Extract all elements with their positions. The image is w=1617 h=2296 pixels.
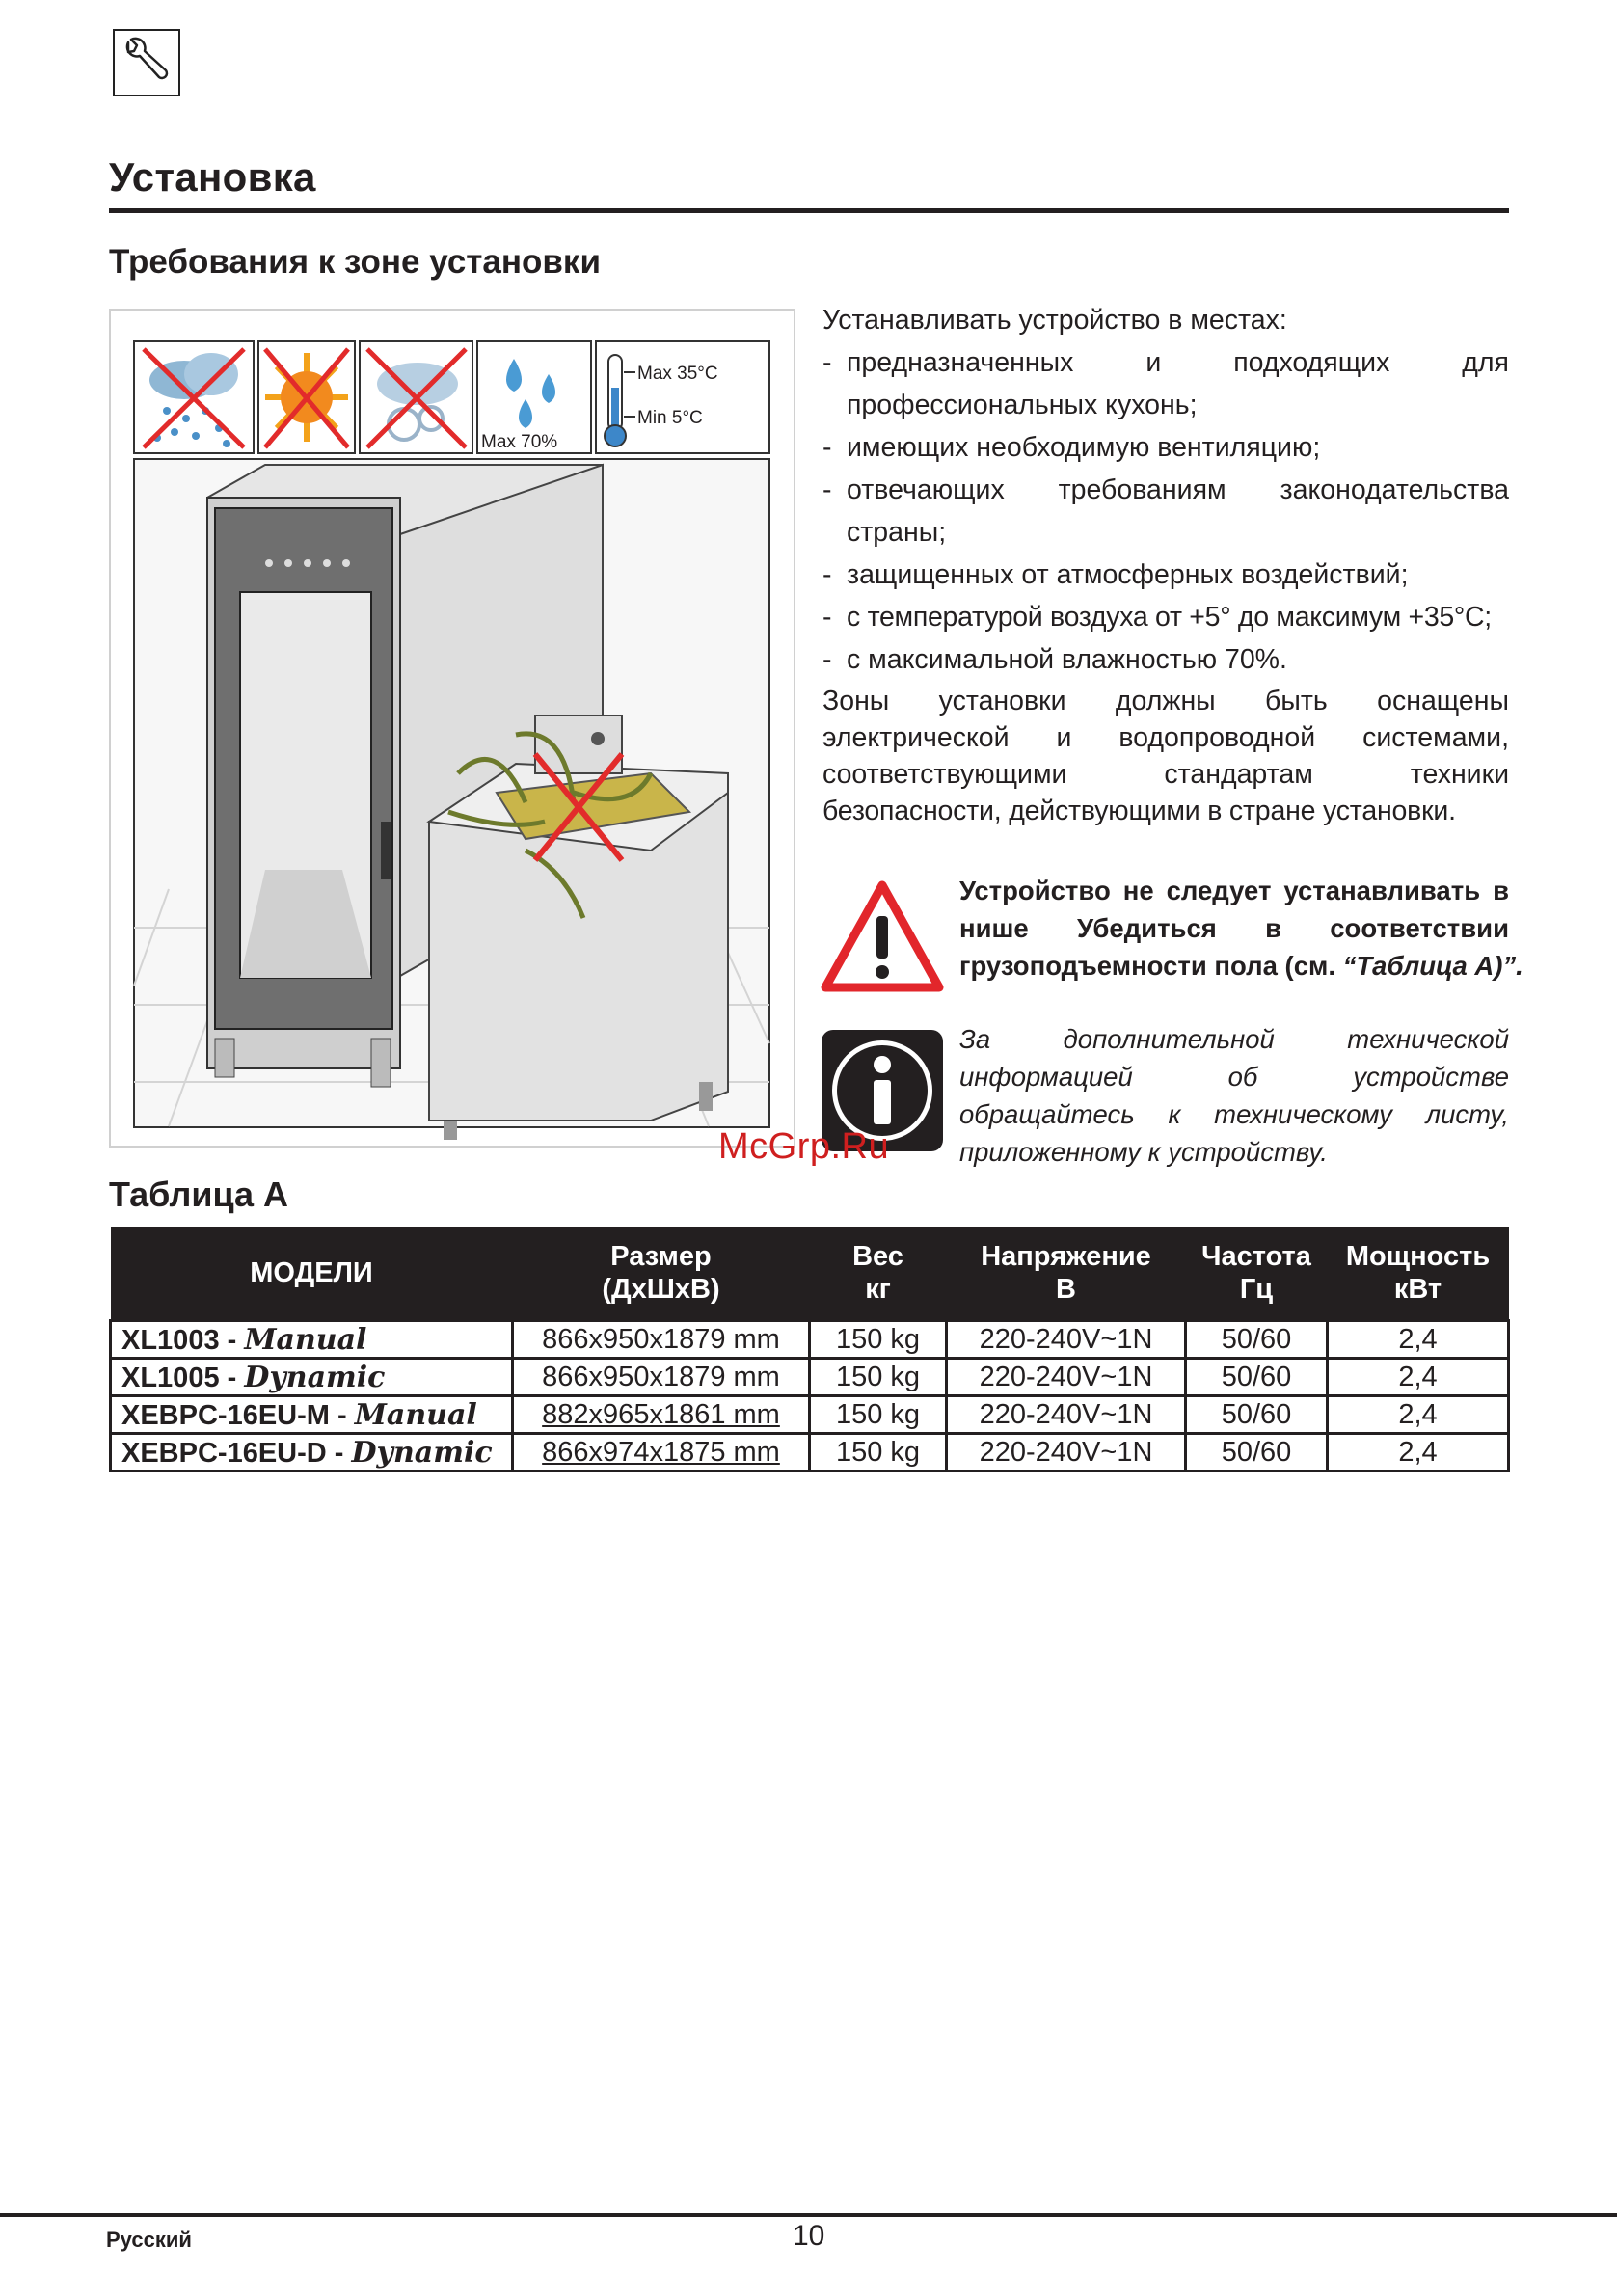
humidity-label: Max 70%	[481, 432, 558, 452]
warning-text: Устройство не следует устанавливать в нише Убедиться в соответствии грузоподъемности пола (см. “Таблица А)”.	[959, 876, 1523, 981]
info-text: За дополнительной технической информацией об устройстве обращайтесь к техническому листу, приложенному к устройству.	[959, 1024, 1509, 1167]
warning-triangle-icon	[820, 879, 945, 993]
requirements-intro: Устанавливать устройство в местах:	[822, 305, 1287, 336]
wrench-icon	[113, 29, 180, 96]
footer-divider	[0, 2213, 1617, 2217]
list-item: - имеющих необходимую вентиляцию;	[822, 432, 1321, 463]
list-item: - с температурой воздуха от +5° до максимум +35°C;	[822, 602, 1492, 633]
table-row: XEBPC-16EU-D - Dynamic 866x974x1875 mm 150 kg 220-240V~1N 50/60 2,4	[111, 1434, 1509, 1472]
list-item: - отвечающих требованиям законодательства страны;	[822, 474, 1509, 548]
col-header-frequency: Частота Гц	[1186, 1227, 1328, 1321]
installation-figure	[109, 309, 795, 1148]
col-header-models: МОДЕЛИ	[111, 1227, 513, 1321]
sun-crossed-icon	[258, 341, 355, 453]
col-header-voltage: Напряжение В	[947, 1227, 1186, 1321]
table-title: Таблица А	[109, 1175, 289, 1214]
table-header-row	[111, 1227, 1509, 1321]
thermometer-icon	[596, 341, 769, 453]
section-subtitle: Требования к зоне установки	[109, 243, 601, 281]
title-divider	[109, 208, 1509, 213]
requirements-text	[822, 299, 1509, 829]
rain-crossed-icon	[134, 341, 254, 453]
spec-table	[109, 1227, 1510, 1472]
list-item: - с максимальной влажностью 70%.	[822, 644, 1287, 675]
col-header-size: Размер (ДхШхВ)	[513, 1227, 810, 1321]
temp-max-label: Max 35°C	[637, 364, 718, 384]
footer-language: Русский	[106, 2228, 192, 2252]
zones-paragraph: Зоны установки должны быть оснащены электрической и водопроводной системами, соответствующими стандартам техники безопасности, действующими в стране установки.	[822, 686, 1509, 826]
snow-crossed-icon	[360, 341, 472, 453]
table-row: XL1005 - Dynamic 866x950x1879 mm 150 kg 220-240V~1N 50/60 2,4	[111, 1359, 1509, 1396]
col-header-weight: Вес кг	[810, 1227, 947, 1321]
humidity-drops-icon	[477, 341, 591, 453]
col-header-power: Мощность кВт	[1328, 1227, 1509, 1321]
page-number: 10	[793, 2220, 825, 2252]
list-item: - предназначенных и подходящих для профессиональных кухонь;	[822, 347, 1509, 420]
page-title: Установка	[109, 154, 316, 200]
temp-min-label: Min 5°C	[637, 408, 703, 428]
appliance-illustration	[134, 459, 769, 1140]
table-row: XEBPC-16EU-M - Manual 882x965x1861 mm 150 kg 220-240V~1N 50/60 2,4	[111, 1396, 1509, 1434]
table-row: XL1003 - Manual 866x950x1879 mm 150 kg 220-240V~1N 50/60 2,4	[111, 1321, 1509, 1359]
list-item: - защищенных от атмосферных воздействий;	[822, 559, 1409, 590]
watermark: McGrp.Ru	[718, 1126, 890, 1167]
